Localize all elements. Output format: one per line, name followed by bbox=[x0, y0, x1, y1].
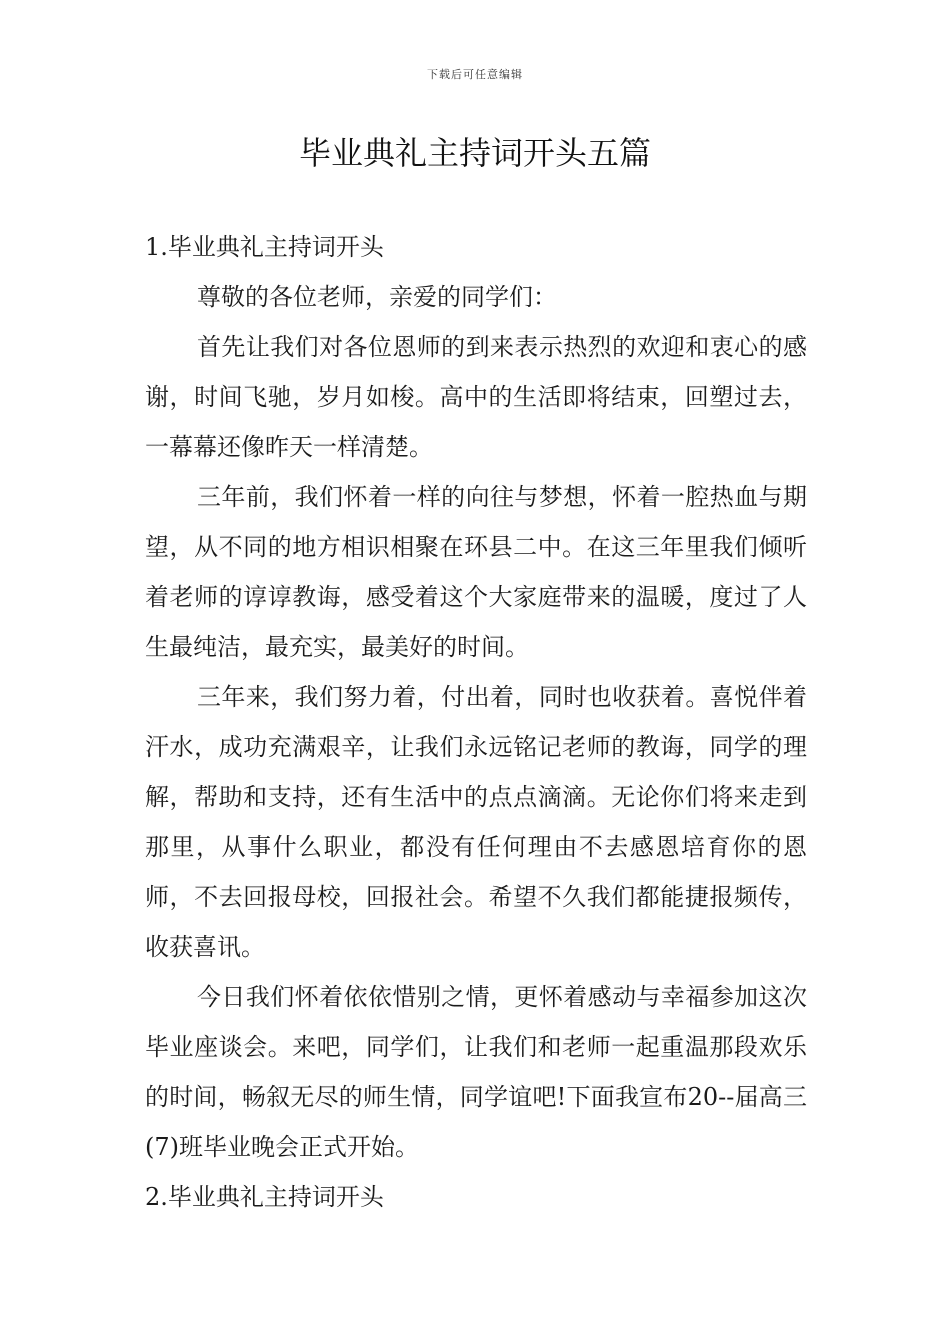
paragraph-2: 三年前，我们怀着一样的向往与梦想，怀着一腔热血与期望，从不同的地方相识相聚在环县二中。在这三年里我们倾听着老师的谆谆教诲，感受着这个大家庭带来的温暖，度过了人生最纯洁，最充实，最美好的时间。 bbox=[145, 483, 807, 661]
section-heading-2: 2.毕业典礼主持词开头 bbox=[145, 1183, 384, 1211]
document-title: 毕业典礼主持词开头五篇 bbox=[298, 134, 651, 172]
paragraph-1: 首先让我们对各位恩师的到来表示热烈的欢迎和衷心的感谢，时间飞驰，岁月如梭。高中的生活即将结束，回塑过去，一幕幕还像昨天一样清楚。 bbox=[145, 333, 807, 461]
section-heading-1: 1.毕业典礼主持词开头 bbox=[145, 233, 384, 261]
document-body bbox=[145, 222, 807, 1222]
paragraph-salutation: 尊敬的各位老师，亲爱的同学们： bbox=[197, 283, 557, 311]
paragraph-4: 今日我们怀着依依惜别之情，更怀着感动与幸福参加这次毕业座谈会。来吧，同学们，让我们和老师一起重温那段欢乐的时间，畅叙无尽的师生情，同学谊吧!下面我宣布20--届高三(7)班毕业晚会正式开始。 bbox=[145, 983, 807, 1161]
header-note: 下载后可任意编辑 bbox=[427, 68, 523, 81]
paragraph-3: 三年来，我们努力着，付出着，同时也收获着。喜悦伴着汗水，成功充满艰辛，让我们永远铭记老师的教诲，同学的理解，帮助和支持，还有生活中的点点滴滴。无论你们将来走到那里，从事什么职业，都没有任何理由不去感恩培育你的恩师，不去回报母校，回报社会。希望不久我们都能捷报频传，收获喜讯。 bbox=[145, 683, 807, 961]
